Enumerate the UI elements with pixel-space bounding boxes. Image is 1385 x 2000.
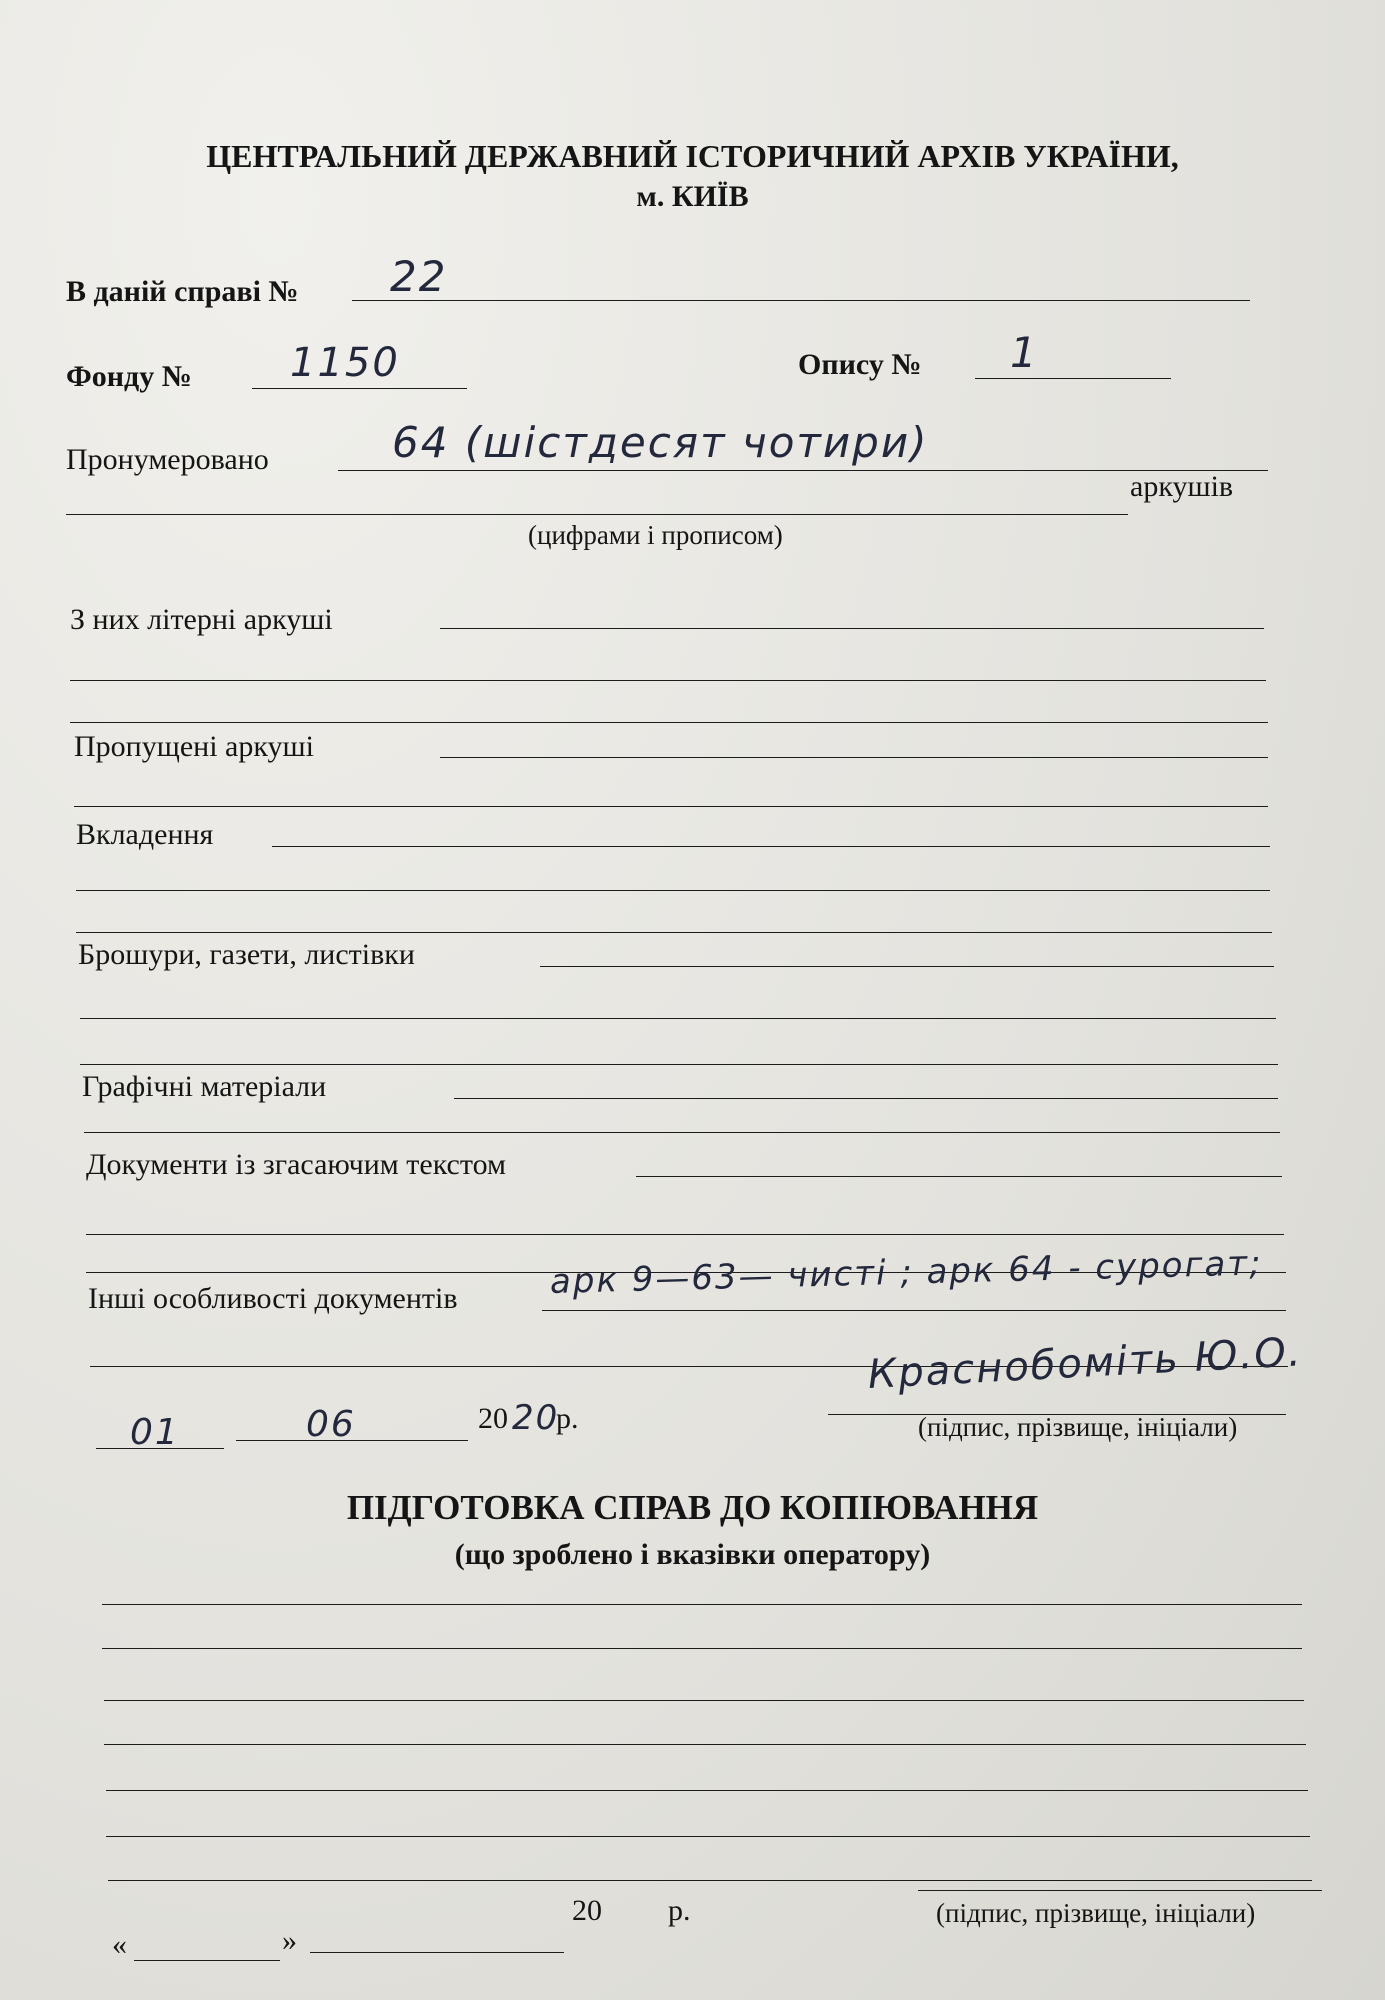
signature2-line (918, 1890, 1322, 1891)
missing-sheets-label: Пропущені аркуші (74, 730, 314, 763)
section2-line-6 (106, 1836, 1310, 1837)
date1-suffix: р. (556, 1402, 579, 1435)
section2-subtitle: (що зроблено і вказівки оператору) (454, 1538, 931, 1571)
letter-sheets-line (440, 628, 1264, 629)
case-number-line (352, 300, 1250, 301)
graphic-line (454, 1098, 1278, 1099)
opys-line (975, 378, 1171, 379)
section2-line-5 (106, 1790, 1308, 1791)
date2-suffix: р. (668, 1894, 691, 1927)
brochures-line-2 (80, 1018, 1276, 1019)
section2-line-4 (104, 1744, 1306, 1745)
attachments-line (272, 846, 1270, 847)
section2-line-2 (102, 1648, 1302, 1649)
section2-line-3 (104, 1700, 1304, 1701)
date2-year-prefix: 20 (572, 1894, 602, 1927)
date1-day: 01 (130, 1412, 180, 1453)
letter-sheets-line-2 (70, 680, 1266, 681)
brochures-line (540, 966, 1274, 967)
letter-sheets-label: З них літерні аркуші (70, 603, 333, 636)
missing-sheets-line-2 (74, 806, 1268, 807)
other-label: Інші особливості документів (88, 1282, 458, 1315)
case-number-value: 22 (390, 252, 448, 301)
section2-title: ПІДГОТОВКА СПРАВ ДО КОПІЮВАННЯ (346, 1488, 1039, 1527)
other-value: арк 9—63— чисті ; арк 64 - сурогат; (549, 1243, 1264, 1302)
signature1-hint: (підпис, прізвище, ініціали) (918, 1412, 1238, 1442)
graphic-label: Графічні матеріали (82, 1070, 327, 1103)
brochures-line-3 (80, 1064, 1278, 1065)
date2-day-line (134, 1960, 280, 1961)
archive-title: ЦЕНТРАЛЬНИЙ ДЕРЖАВНИЙ ІСТОРИЧНИЙ АРХІВ УКРАЇНИ, (206, 138, 1179, 174)
date1-month: 06 (306, 1404, 356, 1445)
signature1-text: Краснобоміть Ю.О. (866, 1329, 1304, 1398)
date2-close-quote: » (282, 1924, 297, 1957)
section2-line-7 (108, 1880, 1312, 1881)
attachments-line-3 (76, 932, 1272, 933)
case-number-label: В даній справі № (66, 275, 299, 308)
fading-label: Документи із згасаючим текстом (86, 1148, 506, 1181)
section2-line-1 (102, 1604, 1302, 1605)
fond-line (252, 388, 467, 389)
archive-city: м. КИЇВ (636, 180, 749, 213)
brochures-label: Брошури, газети, листівки (78, 938, 415, 971)
signature2-hint: (підпис, прізвище, ініціали) (936, 1898, 1256, 1928)
date1-year-suffix: 20 (512, 1398, 560, 1438)
opys-value: 1 (1010, 328, 1039, 377)
date2-month-line (310, 1952, 564, 1953)
fond-value: 1150 (290, 340, 400, 386)
graphic-line-2 (84, 1132, 1280, 1133)
other-line (542, 1310, 1286, 1311)
fond-label: Фонду № (66, 360, 192, 393)
letter-sheets-line-3 (70, 722, 1268, 723)
fading-line-2 (86, 1234, 1284, 1235)
numbered-line (338, 470, 1268, 471)
fading-line (636, 1176, 1282, 1177)
date2-open-quote: « (112, 1928, 127, 1961)
numbered-unit: аркушів (1130, 470, 1234, 503)
missing-sheets-line (440, 757, 1268, 758)
attachments-line-2 (76, 890, 1270, 891)
numbered-label: Пронумеровано (66, 443, 269, 476)
opys-label: Опису № (798, 348, 922, 381)
date1-year-prefix: 20 (478, 1402, 508, 1435)
numbered-hint: (цифрами і прописом) (528, 520, 783, 550)
numbered-value: 64 (шістдесят чотири) (392, 418, 929, 467)
numbered-line-2 (66, 514, 1128, 515)
attachments-label: Вкладення (76, 818, 214, 851)
